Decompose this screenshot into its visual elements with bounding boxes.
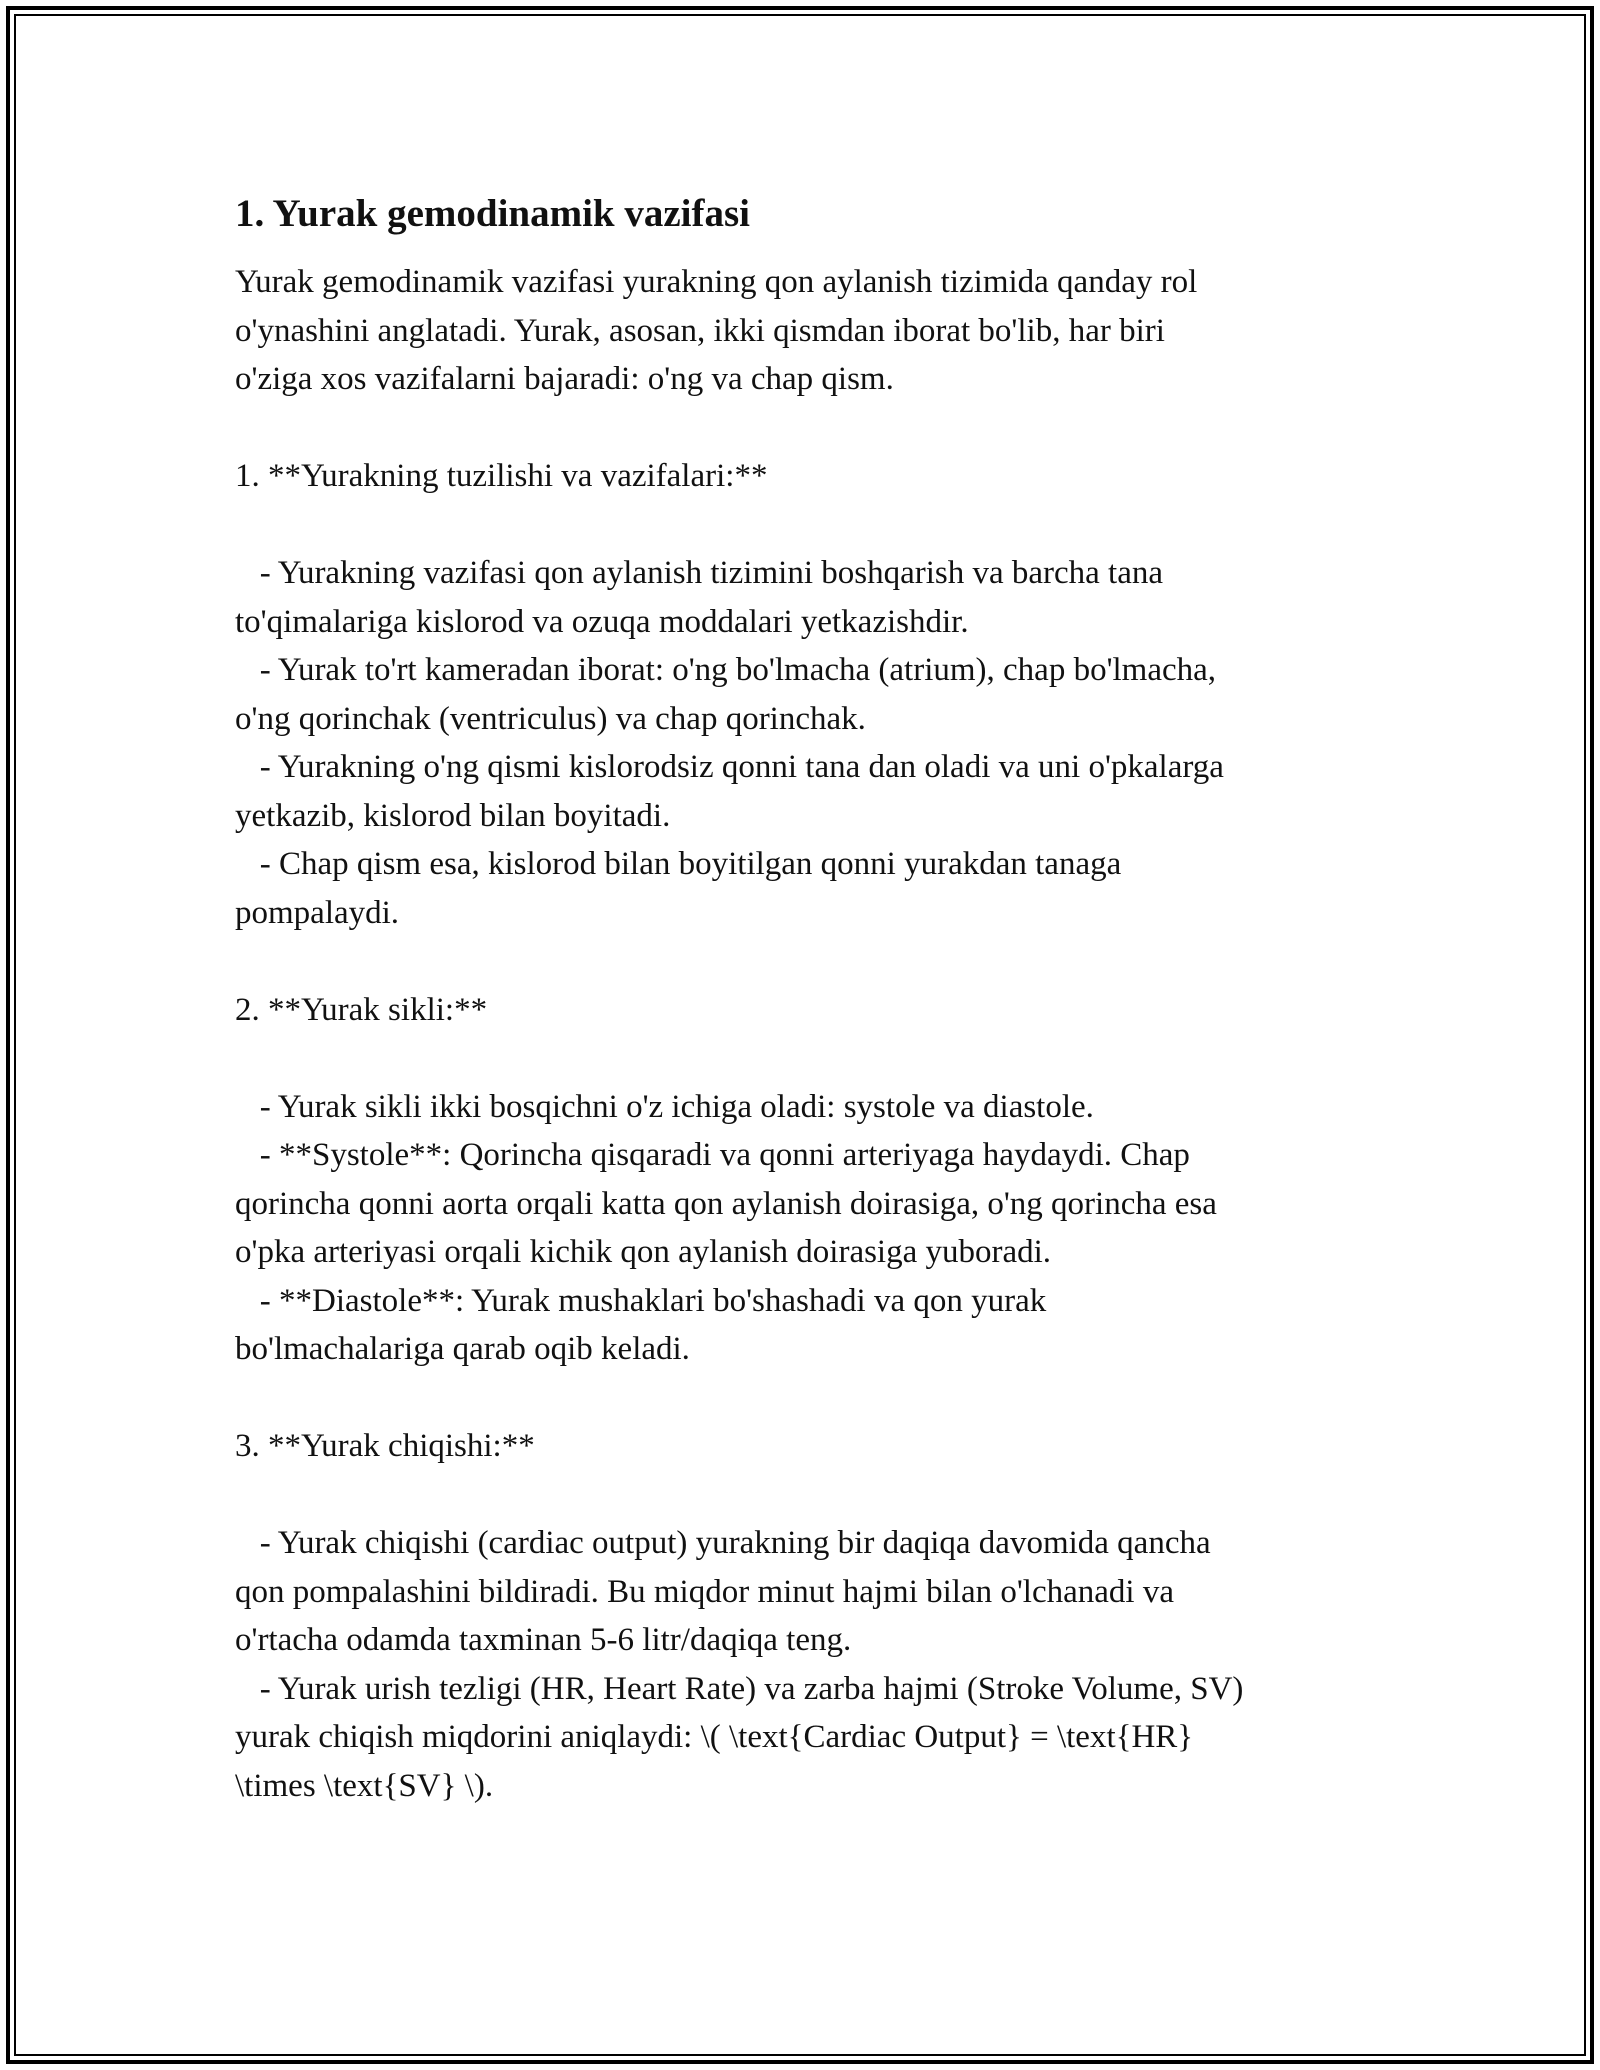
text-line: o'ziga xos vazifalarni bajaradi: o'ng va chap qism. [235, 361, 894, 397]
text-line [235, 937, 1365, 986]
text-line: - Chap qism esa, kislorod bilan boyitilgan qonni yurakdan tanaga [235, 846, 1122, 882]
text-line: - Yurak to'rt kameradan iborat: o'ng bo'lmacha (atrium), chap bo'lmacha, [235, 652, 1217, 688]
text-line: - Yurakning vazifasi qon aylanish tizimini boshqarish va barcha tana [235, 555, 1164, 591]
text-line [235, 501, 1365, 550]
text-line: - Yurak sikli ikki bosqichni o'z ichiga oladi: systole va diastole. [235, 1088, 1094, 1125]
text-line: - Yurak chiqishi (cardiac output) yurakning bir daqiqa davomida qancha [235, 1525, 1211, 1561]
document-text [235, 258, 1365, 1810]
page-title: 1. Yurak gemodinamik vazifasi [235, 192, 750, 235]
text-line: yurak chiqish miqdorini aniqlaydi: \( \text{Cardiac Output} = \text{HR} [235, 1719, 1194, 1755]
text-line: o'ynashini anglatadi. Yurak, asosan, ikki qismdan iborat bo'lib, har biri [235, 312, 1165, 349]
text-line: Yurak gemodinamik vazifasi yurakning qon aylanish tizimida qanday rol [235, 264, 1198, 300]
text-line: - Yurakning o'ng qismi kislorodsiz qonni tana dan oladi va uni o'pkalarga [235, 749, 1224, 785]
text-line [235, 1471, 1365, 1520]
text-line: o'rtacha odamda taxminan 5-6 litr/daqiqa teng. [235, 1622, 852, 1658]
text-line: qon pompalashini bildiradi. Bu miqdor minut hajmi bilan o'lchanadi va [235, 1573, 1174, 1610]
text-line: - **Systole**: Qorincha qisqaradi va qonni arteriyaga haydaydi. Chap [235, 1137, 1190, 1173]
text-line: yetkazib, kislorod bilan boyitadi. [235, 797, 671, 834]
text-line: 1. **Yurakning tuzilishi va vazifalari:** [235, 458, 768, 494]
text-line: - Yurak urish tezligi (HR, Heart Rate) va zarba hajmi (Stroke Volume, SV) [235, 1670, 1244, 1707]
text-line: o'ng qorinchak (ventriculus) va chap qorinchak. [235, 700, 866, 737]
text-line: bo'lmachalariga qarab oqib keladi. [235, 1331, 690, 1367]
text-line: o'pka arteriyasi orqali kichik qon aylanish doirasiga yuboradi. [235, 1234, 1052, 1270]
text-line: - **Diastole**: Yurak mushaklari bo'shashadi va qon yurak [235, 1282, 1047, 1319]
text-line: 3. **Yurak chiqishi:** [235, 1428, 535, 1464]
text-line: 2. **Yurak sikli:** [235, 991, 488, 1028]
text-line: qorincha qonni aorta orqali katta qon aylanish doirasiga, o'ng qorincha esa [235, 1185, 1217, 1222]
document-body [235, 186, 1365, 1810]
text-line [235, 1034, 1365, 1083]
text-line [235, 404, 1365, 453]
text-line: \times \text{SV} \). [235, 1767, 494, 1804]
text-line [235, 1374, 1365, 1423]
text-line: pompalaydi. [235, 894, 400, 931]
text-line: to'qimalariga kislorod va ozuqa moddalari yetkazishdir. [235, 603, 969, 640]
